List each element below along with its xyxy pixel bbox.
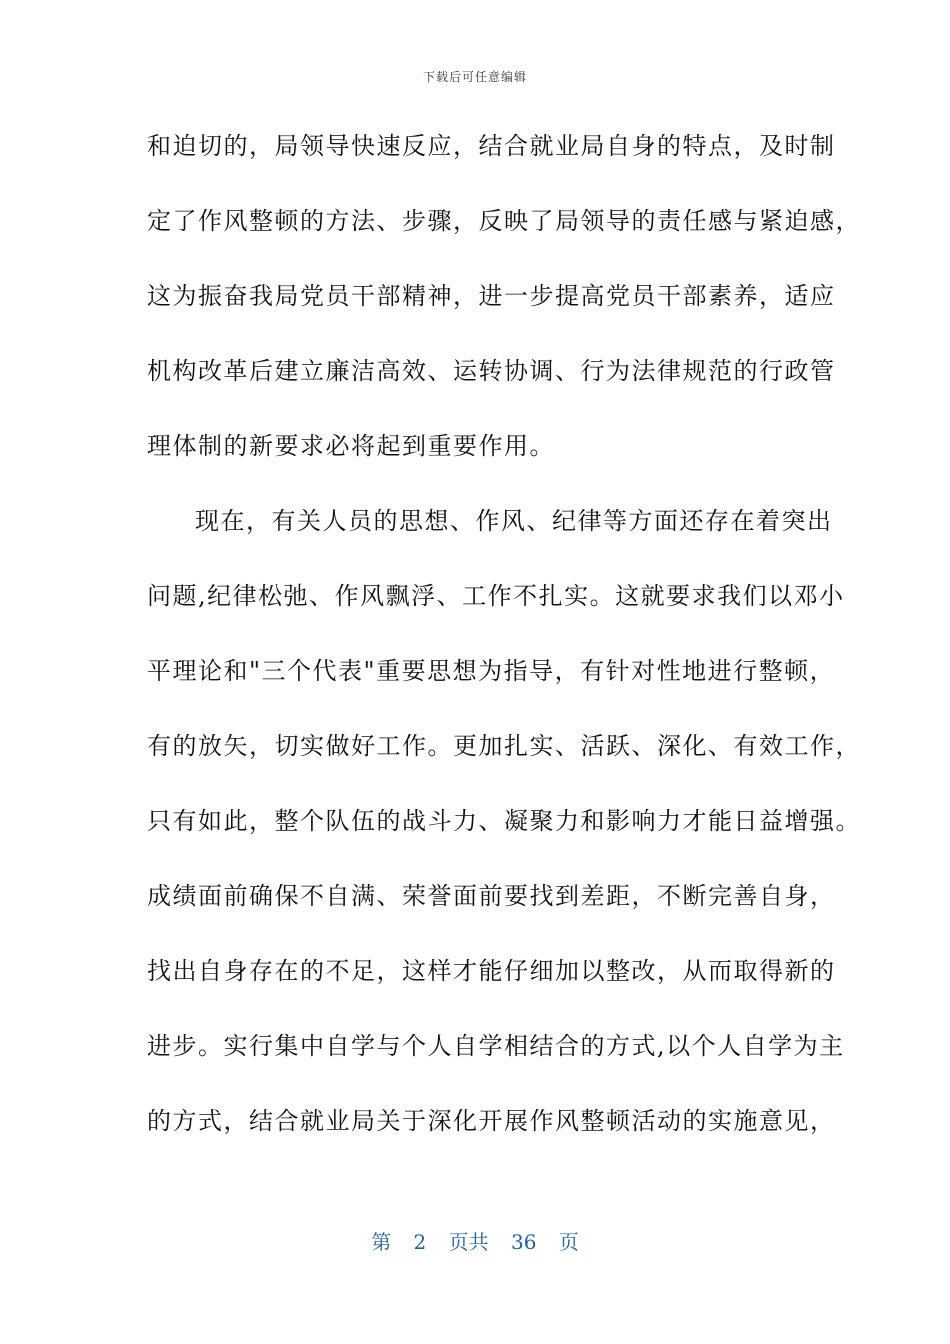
footer-middle: 页共 — [448, 1230, 489, 1254]
body-line: 只有如此，整个队伍的战斗力、凝聚力和影响力才能日益增强。 — [147, 807, 861, 835]
body-line: 进步。实行集中自学与个人自学相结合的方式,以个人自学为主 — [147, 1032, 845, 1060]
body-line: 成绩面前确保不自满、荣誉面前要找到差距，不断完善自身， — [147, 882, 836, 910]
body-line: 问题,纪律松弛、作风飘浮、工作不扎实。这就要求我们以邓小 — [147, 582, 845, 610]
body-line: 找出自身存在的不足，这样才能仔细加以整改，从而取得新的 — [147, 957, 836, 985]
body-line: 的方式，结合就业局关于深化开展作风整顿活动的实施意见， — [147, 1107, 836, 1135]
body-line: 有的放矢，切实做好工作。更加扎实、活跃、深化、有效工作， — [147, 732, 861, 760]
page-number-footer — [0, 1226, 950, 1255]
body-line: 和迫切的，局领导快速反应，结合就业局自身的特点，及时制 — [147, 132, 836, 160]
footer-current-page: 2 — [413, 1230, 427, 1254]
body-line-paragraph-start: 现在，有关人员的思想、作风、纪律等方面还存在着突出 — [195, 507, 833, 535]
footer-suffix: 页 — [558, 1230, 579, 1254]
document-body — [147, 124, 861, 1174]
footer-prefix: 第 — [371, 1230, 392, 1254]
body-line: 平理论和"三个代表"重要思想为指导，有针对性地进行整顿， — [147, 657, 836, 685]
body-line: 机构改革后建立廉洁高效、运转协调、行为法律规范的行政管 — [147, 357, 836, 385]
body-line: 定了作风整顿的方法、步骤，反映了局领导的责任感与紧迫感， — [147, 207, 861, 235]
body-line: 理体制的新要求必将起到重要作用。 — [147, 432, 555, 460]
body-line: 这为振奋我局党员干部精神，进一步提高党员干部素养，适应 — [147, 282, 836, 310]
footer-total-pages: 36 — [511, 1230, 537, 1254]
header-note: 下载后可任意编辑 — [422, 70, 527, 84]
